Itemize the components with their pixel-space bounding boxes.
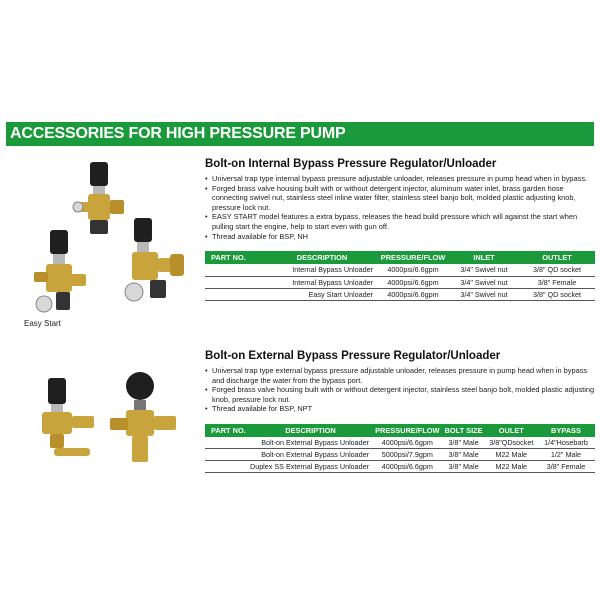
spec-table-external (205, 424, 595, 474)
table-cell: 3/8" Male (442, 449, 486, 461)
table-cell: Easy Start Unloader (267, 288, 377, 300)
section-title: Bolt-on External Bypass Pressure Regulator/Unloader (205, 350, 501, 362)
table-cell: 5000psi/7.9gpm (373, 449, 441, 461)
table-row (205, 288, 595, 300)
table-cell: M22 Male (486, 449, 537, 461)
table-cell: 3/8" Male (442, 461, 486, 473)
table-cell: 4000psi/6.6gpm (377, 276, 449, 288)
col-header: DESCRIPTION (248, 424, 373, 437)
table-cell (205, 449, 248, 461)
table-cell (205, 437, 248, 449)
table-row (205, 449, 595, 461)
table-cell: Bolt-on External Bypass Unloader (248, 437, 373, 449)
external-unloader-image (104, 370, 184, 470)
table-cell (205, 461, 248, 473)
spec-table-internal (205, 251, 595, 301)
col-header: PART NO. (205, 251, 267, 264)
feature-item: • Forged brass valve housing built with or without detergent injector, stainless steel banjo bolt, molded plastic adjusting knob, pressure lock nut. (205, 385, 595, 404)
col-header: BYPASS (537, 424, 595, 437)
table-cell: Internal Bypass Unloader (267, 276, 377, 288)
table-cell: 3/8"QDsocket (486, 437, 537, 449)
table-cell: 1/2" Male (537, 449, 595, 461)
table-cell: 3/8" QD socket (519, 288, 595, 300)
section-title: Bolt-on Internal Bypass Pressure Regulator/Unloader (205, 158, 497, 170)
table-row (205, 437, 595, 449)
feature-item: • Thread available for BSP, NH (205, 232, 595, 242)
table-cell: 3/4" Swivel nut (449, 264, 519, 276)
table-row (205, 264, 595, 276)
table-cell: Internal Bypass Unloader (267, 264, 377, 276)
table-cell: 3/8" Female (537, 461, 595, 473)
col-header: PRESSURE/FLOW (375, 425, 440, 435)
table-cell: 3/4" Swivel nut (449, 288, 519, 300)
table-cell: 4000psi/6.6gpm (377, 288, 449, 300)
table-cell: 3/8" QD socket (519, 264, 595, 276)
feature-item: • Universal trap type internal bypass pressure adjustable unloader, releases pressure in pump head when in bypass. (205, 174, 595, 184)
caption-easy-start: Easy Start (24, 319, 61, 328)
table-cell: 4000psi/6.6gpm (377, 264, 449, 276)
unloader-valve-image (30, 228, 90, 318)
table-cell (205, 276, 267, 288)
page-banner: ACCESSORIES FOR HIGH PRESSURE PUMP (6, 122, 594, 146)
unloader-valve-image (120, 214, 190, 310)
col-header: BOLT SIZE (442, 424, 486, 437)
section-internal-bypass (205, 158, 595, 301)
table-cell: 1/4"Hosebarb (537, 437, 595, 449)
table-cell: 4000psi/6.6gpm (373, 437, 441, 449)
table-cell: M22 Male (486, 461, 537, 473)
col-header: OULET (486, 424, 537, 437)
table-cell (205, 264, 267, 276)
col-header: PART NO. (205, 424, 248, 437)
section-external-bypass (205, 350, 595, 473)
table-cell (205, 288, 267, 300)
table-cell: 3/8" Male (442, 437, 486, 449)
table-cell: 4000psi/6.6gpm (373, 461, 441, 473)
feature-item: • Universal trap type external bypass pressure adjustable unloader, releases pressure in pump head when in bypass and discharge the water from the bypass port. (205, 366, 595, 385)
table-row (205, 461, 595, 473)
col-header: DESCRIPTION (267, 251, 377, 264)
feature-item: • Thread available for BSP, NPT (205, 404, 595, 414)
col-header: INLET (449, 251, 519, 264)
table-row (205, 276, 595, 288)
feature-list (205, 174, 595, 241)
feature-item: • EASY START model features a extra bypass, releases the head build pressure which will against the start when pulling start the engine, help to start even with gun off. (205, 212, 595, 231)
feature-item: • Forged brass valve housing built with or without detergent injector, aluminum water inlet, brass garden hose connecting swivel nut, stainless steel inline water filter, stainless steel banjo bolt, molded plastic adjusting knob, pressure lock nut. (205, 184, 595, 213)
table-cell: Duplex SS External Bypass Unloader (248, 461, 373, 473)
table-cell: 3/4" Swivel nut (449, 276, 519, 288)
table-cell: Bolt-on External Bypass Unloader (248, 449, 373, 461)
col-header: OUTLET (519, 251, 595, 264)
table-cell: 3/8" Female (519, 276, 595, 288)
col-header: PRESSURE/FLOW (377, 251, 449, 264)
feature-list (205, 366, 595, 414)
external-unloader-image (36, 376, 100, 462)
